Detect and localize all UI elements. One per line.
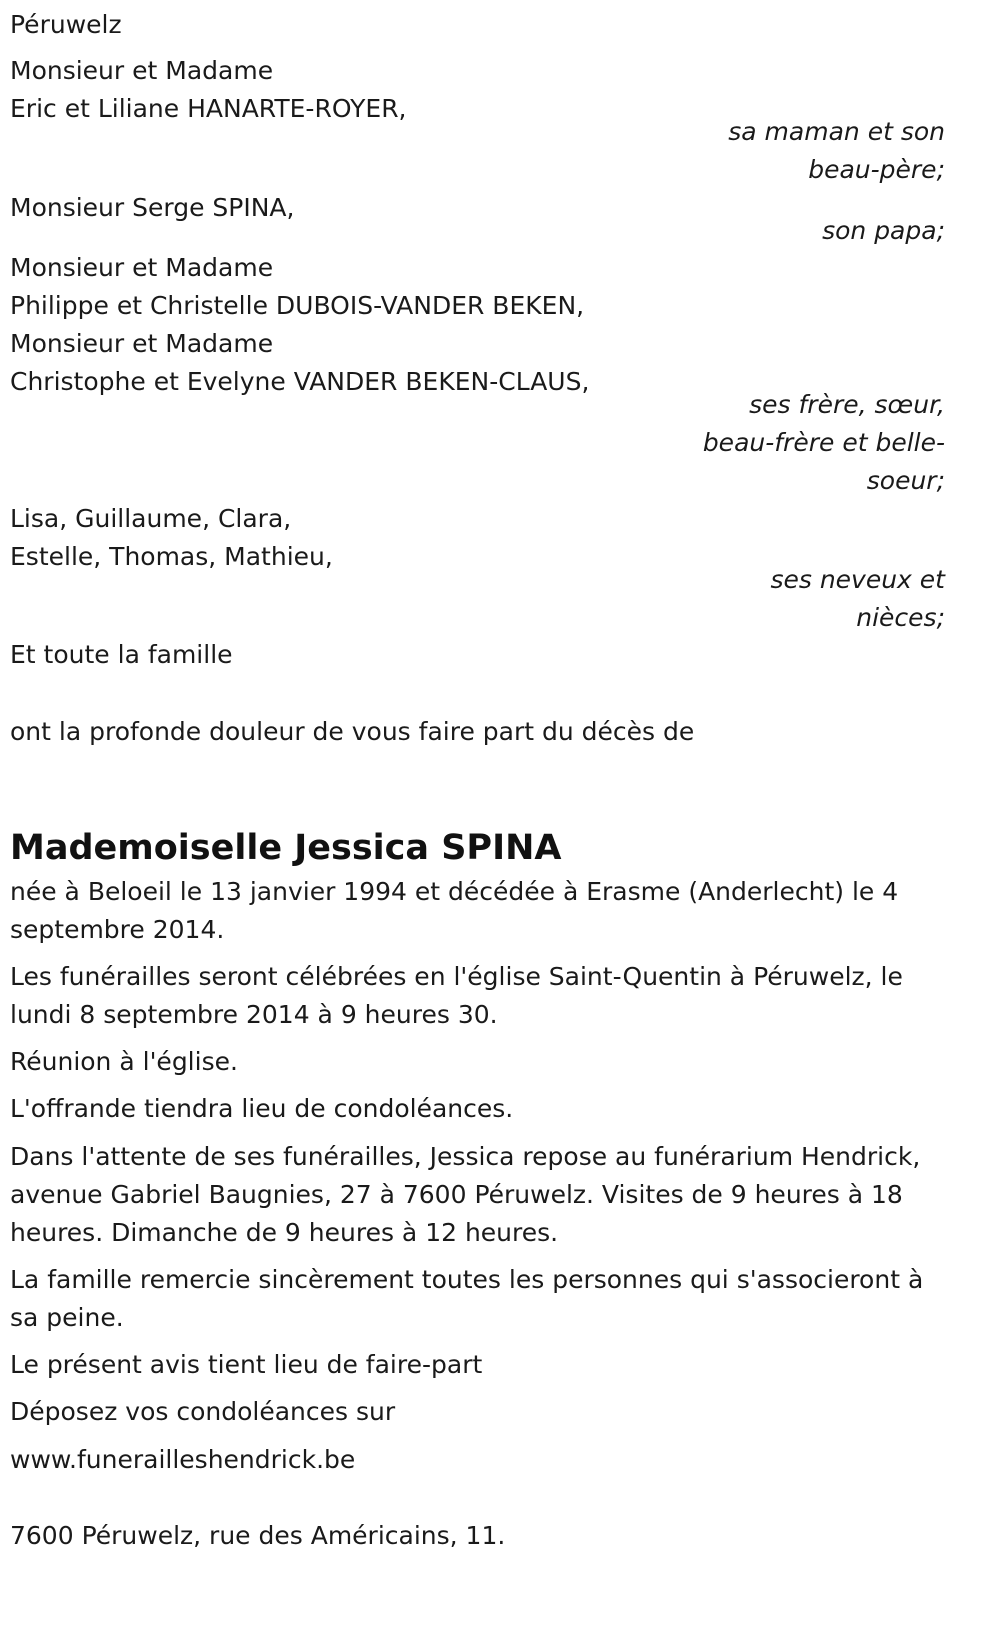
family-relation-line: nièces; xyxy=(856,603,945,632)
notice-line: Le présent avis tient lieu de faire-part xyxy=(10,1350,483,1379)
funeral-line: Les funérailles seront célébrées en l'église Saint-Quentin à Péruwelz, le xyxy=(10,962,903,991)
family-name-line: Monsieur et Madame xyxy=(10,253,274,282)
family-relation-line: ses neveux et xyxy=(770,565,945,594)
birth-death-line: septembre 2014. xyxy=(10,915,225,944)
family-name-line: Monsieur Serge SPINA, xyxy=(10,193,295,222)
funerarium-line: Dans l'attente de ses funérailles, Jessica repose au funérarium Hendrick, xyxy=(10,1142,921,1171)
funerarium-line: heures. Dimanche de 9 heures à 12 heures. xyxy=(10,1218,559,1247)
thanks-line: sa peine. xyxy=(10,1303,124,1332)
family-relation-line: beau-frère et belle- xyxy=(702,428,945,457)
family-name-line: Philippe et Christelle DUBOIS-VANDER BEKEN, xyxy=(10,291,585,320)
birth-death-line: née à Beloeil le 13 janvier 1994 et décédée à Erasme (Anderlecht) le 4 xyxy=(10,877,899,906)
family-name-line: Monsieur et Madame xyxy=(10,56,274,85)
family-relation-line: sa maman et son xyxy=(728,117,945,146)
family-name-line: Christophe et Evelyne VANDER BEKEN-CLAUS, xyxy=(10,367,590,396)
family-name-line: Et toute la famille xyxy=(10,640,233,669)
family-relation-line: beau-père; xyxy=(808,155,945,184)
deceased-name: Mademoiselle Jessica SPINA xyxy=(10,828,562,868)
condolences-line: Déposez vos condoléances sur xyxy=(10,1397,396,1426)
announcement: ont la profonde douleur de vous faire part du décès de xyxy=(10,717,695,746)
family-name-line: Estelle, Thomas, Mathieu, xyxy=(10,542,333,571)
funerarium-line: avenue Gabriel Baugnies, 27 à 7600 Péruwelz. Visites de 9 heures à 18 xyxy=(10,1180,903,1209)
website-link[interactable]: www.funerailleshendrick.be xyxy=(10,1445,356,1474)
reunion-line: Réunion à l'église. xyxy=(10,1047,238,1076)
address: 7600 Péruwelz, rue des Américains, 11. xyxy=(10,1521,506,1550)
family-name-line: Lisa, Guillaume, Clara, xyxy=(10,504,292,533)
thanks-line: La famille remercie sincèrement toutes les personnes qui s'associeront à xyxy=(10,1265,924,1294)
location: Péruwelz xyxy=(10,10,122,39)
family-relation-line: ses frère, sœur, xyxy=(749,390,945,419)
family-relation-line: soeur; xyxy=(866,466,945,495)
family-name-line: Monsieur et Madame xyxy=(10,329,274,358)
family-name-line: Eric et Liliane HANARTE-ROYER, xyxy=(10,94,407,123)
family-relation-line: son papa; xyxy=(822,216,945,245)
offering-line: L'offrande tiendra lieu de condoléances. xyxy=(10,1094,514,1123)
funeral-line: lundi 8 septembre 2014 à 9 heures 30. xyxy=(10,1000,498,1029)
